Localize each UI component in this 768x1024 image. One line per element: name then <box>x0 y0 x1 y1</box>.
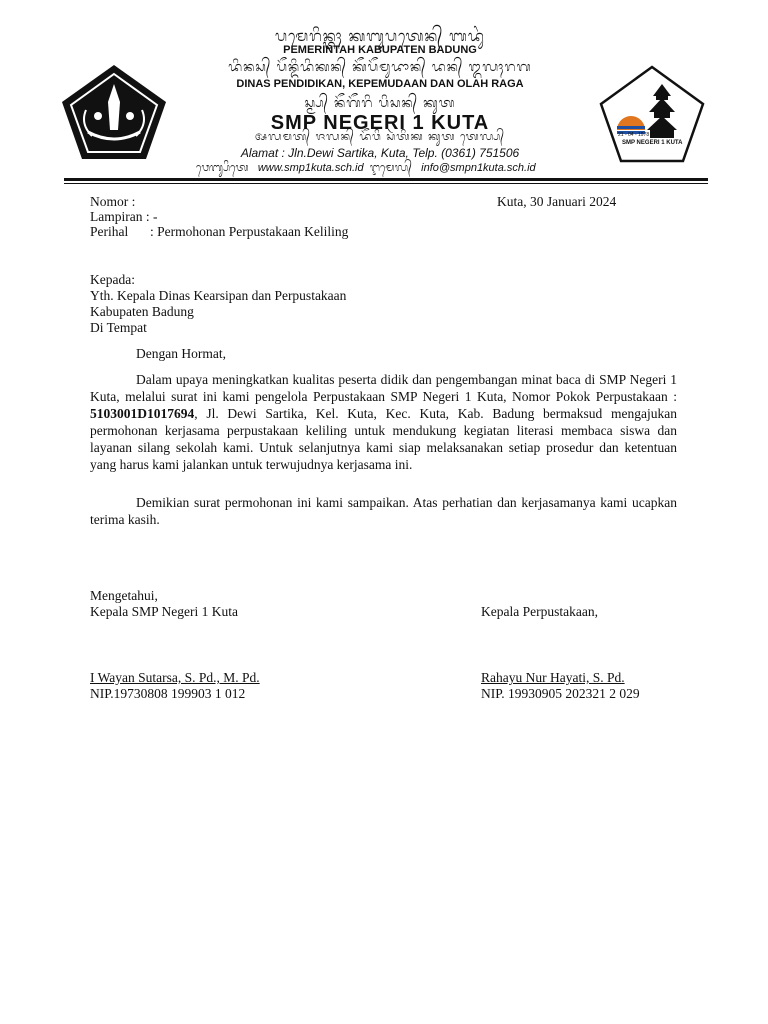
recipient-line-3: Di Tempat <box>90 320 147 335</box>
department-name: DINAS PENDIDIKAN, KEPEMUDAAN DAN OLAH RAGA <box>236 78 524 90</box>
email-label-balinese: ᬇᬫᬾᬮ᭄ <box>369 161 412 174</box>
logo-right-date: 21 - 04 - 1978 <box>618 132 650 138</box>
government-name: PEMERINTAH KABUPATEN BADUNG <box>283 44 477 56</box>
left-signatory-name: I Wayan Sutarsa, S. Pd., M. Pd. <box>90 670 260 685</box>
lampiran-label: Lampiran : - <box>90 209 158 224</box>
school-logo <box>597 64 707 164</box>
contact-line <box>196 159 596 179</box>
website-label-balinese: ᬯᬾᬩ᭄ᬲᬶᬢᬾ <box>196 161 249 174</box>
balinese-script-line-2: ᬤᬶᬦᬲ᭄ ᬧᭂᬦ᭄ᬤᬶᬤᬶᬓᬦ᭄ ᬓᭂᬧᭂᬫᬸᬤᬵᬦ᭄ ᬤᬦ᭄ ᬑᬮᬄᬭᬕ <box>228 60 532 75</box>
paragraph-1-rest: , Jl. Dewi Sartika, Kel. Kuta, Kec. Kuta, Kab. Badung bermaksud mengajukan permohonan kerjasama perpustakaan keliling untuk mendukung kegiatan literasi membaca siswa dan layanan silang sekolah kami. Untuk selanjutnya kami siap melaksanakan setiap prosedur dan ketentuan yang harus kami jalankan untuk terwujudnya kerjasama ini. <box>90 406 677 472</box>
letterhead-divider-thick <box>64 178 708 181</box>
body-paragraph-2: Demikian surat permohonan ini kami sampaikan. Atas perhatian dan kerjasamanya kami ucapkan terima kasih. <box>90 495 677 527</box>
school-address: Alamat : Jln.Dewi Sartika, Kuta, Telp. (0361) 751506 <box>240 146 520 160</box>
badung-regency-emblem <box>58 62 170 162</box>
perihal-value: : Permohonan Perpustakaan Keliling <box>150 224 349 239</box>
place-date: Kuta, 30 Januari 2024 <box>497 194 617 209</box>
letterhead-divider-thin <box>64 183 708 184</box>
body-paragraph-1 <box>90 371 677 473</box>
library-number: 5103001D1017694 <box>90 406 195 421</box>
paragraph-1-intro: Dalam upaya meningkatkan kualitas peserta didik dan pengembangan minat baca di SMP Negeri 1 Kuta, melalui surat ini kami pengelola Perpustakaan SMP Negeri 1 Kuta, Nomor Pokok Perpustakaan : <box>90 372 677 404</box>
website-link[interactable]: www.smp1kuta.sch.id <box>257 162 364 174</box>
right-signatory-title: Kepala Perpustakaan, <box>481 604 598 619</box>
email-link[interactable]: info@smpn1kuta.sch.id <box>421 162 536 174</box>
nomor-label: Nomor : <box>90 194 136 209</box>
logo-right-caption: SMP NEGERI 1 KUTA <box>622 140 683 146</box>
recipient-kepada: Kepada: <box>90 272 135 287</box>
perihal-label: Perihal <box>90 224 129 239</box>
balinese-script-line-4: ᬅᬮᬫᬢ᭄ ᬚᬮᬦ᭄ ᬤᭂᬯᬶ ᬲᬃᬢᬶᬓ ᬓᬸᬢ ᬢᬾᬮ᭄ᬧ᭄ <box>254 130 506 143</box>
greeting: Dengan Hormat, <box>136 346 226 361</box>
balinese-script-line-3: ᬲ᭄ᬫ᭄ᬧ᭄ ᬦᭂᬕᭂᬭᬶ ᬧᬶᬲᬦ᭄ ᬓᬸᬢ <box>304 96 456 111</box>
right-signatory-name: Rahayu Nur Hayati, S. Pd. <box>481 670 625 685</box>
letterhead <box>0 0 768 190</box>
left-signatory-nip: NIP.19730808 199903 1 012 <box>90 686 246 701</box>
mengetahui-label: Mengetahui, <box>90 588 158 603</box>
left-signatory-title: Kepala SMP Negeri 1 Kuta <box>90 604 238 619</box>
recipient-line-2: Kabupaten Badung <box>90 304 194 319</box>
school-name: SMP NEGERI 1 KUTA <box>270 112 490 134</box>
right-signatory-nip: NIP. 19930905 202321 2 029 <box>481 686 640 701</box>
recipient-line-1: Yth. Kepala Dinas Kearsipan dan Perpustakaan <box>90 288 347 303</box>
balinese-script-line-1: ᬧᬫᬾᬭᬶᬦ᭄ᬢᬄ ᬓᬩᬸᬧᬢᬾᬦ᭄ ᬩᬤᬸᬂ <box>275 27 485 45</box>
